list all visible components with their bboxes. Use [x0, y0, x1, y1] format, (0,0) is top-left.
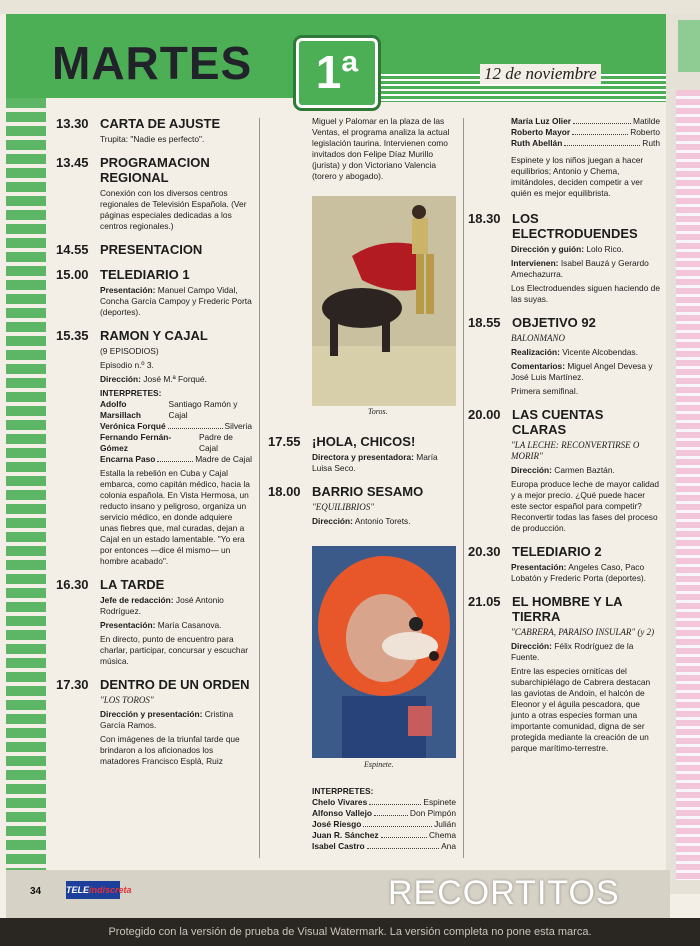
- credit-label: Dirección:: [100, 374, 141, 384]
- credit-names: Cristina García Ramos.: [100, 709, 234, 730]
- logo-tele: TELE: [66, 885, 90, 895]
- program-description: Espinete y los niños juegan a hacer equilibrios; Antonio y Chema, imitándoles, deciden competir a ver quién es mejor equilibrista.: [511, 155, 644, 198]
- program-time: 13.30: [56, 116, 89, 131]
- leader-dots: [381, 830, 427, 838]
- credit-names: María Casanova.: [157, 620, 222, 630]
- program-time: 14.55: [56, 242, 89, 257]
- cast-role: Julián: [434, 819, 456, 829]
- bullfight-photo: [312, 196, 456, 406]
- program-title: ¡HOLA, CHICOS!: [312, 434, 416, 449]
- credit-names: Félix Rodríguez de la Fuente.: [511, 641, 634, 662]
- program-title: LA TARDE: [100, 577, 165, 592]
- program-description: Miguel y Palomar en la plaza de las Ventas, el programa analiza la actual legislación taurina. Intervienen como invitados don Felipe Díaz Murillo (jurista) y don Victoriano Valencia (torero y abogado).: [312, 116, 450, 181]
- program-title: TELEDIARIO 1: [100, 267, 190, 282]
- credit-label: Dirección y guión:: [511, 244, 585, 254]
- cast-role: Padre de Cajal: [198, 432, 233, 453]
- program-cuentas-claras: [468, 407, 660, 534]
- credit-label: Presentación:: [511, 562, 567, 572]
- logo-indiscreta: indiscreta: [89, 885, 132, 895]
- leader-dots: [157, 454, 193, 462]
- credit-names: José Antonio Rodríguez.: [100, 595, 224, 616]
- program-title: CARTA DE AJUSTE: [100, 116, 221, 131]
- cast-role: Matilde: [633, 116, 660, 126]
- program-time: 20.30: [468, 544, 501, 559]
- program-hombre-y-tierra: [468, 594, 660, 754]
- leader-dots: [572, 127, 628, 135]
- cast-actor: José Riesgo: [312, 819, 362, 829]
- program-electroduendes: [468, 211, 660, 305]
- middle-column-programs: [268, 434, 458, 537]
- next-page-green-tab: [678, 20, 700, 72]
- cast-actor: Chelo Vivares: [312, 797, 368, 807]
- program-title: PRESENTACION: [100, 242, 203, 257]
- program-title: LAS CUENTAS CLARAS: [512, 407, 604, 437]
- program-title: EL HOMBRE Y LA TIERRA: [512, 594, 623, 624]
- program-description: Entre las especies ornitícas del subarchipiélago de Cabrera destacan las gaviotas de Andoin, el halcón de Eleonor y el águila pescadora, que junto a otras especies forman una importante comunidad, digna de ser protegida mediante la creación de un parque marítimo-terrestre.: [511, 666, 651, 753]
- program-objetivo-92: [468, 315, 660, 397]
- program-time: 16.30: [56, 577, 89, 592]
- leader-dots: [573, 116, 631, 124]
- cast-row: [312, 797, 456, 808]
- program-description: Primera semifinal.: [511, 386, 579, 396]
- leader-dots: [369, 797, 421, 805]
- credit-label: Presentación:: [100, 285, 156, 295]
- cast-row: [511, 127, 660, 138]
- cast-row: [100, 432, 252, 454]
- program-time: 18.55: [468, 315, 501, 330]
- cast-row: [511, 138, 660, 149]
- program-time: 18.30: [468, 211, 501, 226]
- program-title: RAMON Y CAJAL: [100, 328, 208, 343]
- program-telediario-1: [56, 267, 252, 318]
- program-episodes: (9 EPISODIOS): [100, 346, 159, 356]
- cast-row: [312, 830, 456, 841]
- program-subtitle: "CABRERA, PARAISO INSULAR" (y 2): [511, 627, 655, 637]
- program-credit: [511, 347, 660, 358]
- cast-row: [100, 421, 252, 432]
- credit-names: José M.ª Forqué.: [143, 374, 207, 384]
- date-label: 12 de noviembre: [480, 64, 601, 84]
- program-time: 15.00: [56, 267, 89, 282]
- cast-role: Roberto: [630, 127, 660, 137]
- watermark-brand: RECORTITOS: [388, 874, 620, 912]
- program-subtitle: "LOS TOROS": [100, 695, 154, 705]
- program-title: BARRIO SESAMO: [312, 484, 424, 499]
- cast-actor: Isabel Castro: [312, 841, 365, 851]
- cast-role: Ruth: [642, 138, 660, 148]
- program-description: Con imágenes de la triunfal tarde que brindaron a los aficionados los matadores Francisco Esplá, Ruiz: [100, 734, 240, 766]
- left-column: [56, 116, 252, 777]
- credit-names: Carmen Baztán.: [554, 465, 615, 475]
- program-ramon-y-cajal: [56, 328, 252, 567]
- program-regional: [56, 155, 252, 232]
- credit-names: Vicente Alcobendas.: [562, 347, 638, 357]
- middle-column: [312, 116, 458, 182]
- next-page-pink-stripes: [676, 90, 700, 880]
- credit-label: Dirección:: [312, 516, 353, 526]
- program-description: Europa produce leche de mayor calidad y a mejor precio. ¿Qué puede hacer este sector español para competir? Reconvertir todas las fases del proceso de producción.: [511, 479, 660, 533]
- program-title: OBJETIVO 92: [512, 315, 596, 330]
- credit-label: Dirección:: [511, 641, 552, 651]
- credit-names: Manuel Campo Vidal, Concha García Campoy y Frederic Porta (deportes).: [100, 285, 252, 317]
- program-subtitle: Trupita: "Nadie es perfecto".: [100, 134, 205, 144]
- top-band: [0, 0, 700, 14]
- program-dentro-de-un-orden: [56, 677, 252, 767]
- program-credit: [268, 452, 458, 474]
- program-credit: [511, 244, 660, 255]
- program-time: 17.55: [268, 434, 301, 449]
- credit-names: Lolo Rico.: [586, 244, 624, 254]
- credit-names: Isabel Bauzá y Gerardo Amechazurra.: [511, 258, 649, 279]
- photo-caption: Espinete.: [364, 760, 394, 769]
- program-description: Estalla la rebelión en Cuba y Cajal embarca, como capitán médico, hacia la colonia española. En Vista Hermosa, un reducto insano y peligroso, organiza un servicio médico, en donde adquiere unas fiebres que, mal curadas, dejan a Cajal en un estado lamentable. "Yo era por entonces —dice él mismo— un hombre acabado".: [100, 468, 250, 566]
- espinete-photo: [312, 546, 456, 758]
- program-hola-chicos: [268, 434, 458, 474]
- program-subtitle: "LA LECHE: RECONVERTIRSE O MORIR": [511, 440, 640, 461]
- cast-actor: Fernando Fernán-Gómez: [100, 432, 172, 453]
- column-rule-left: [259, 118, 260, 858]
- cast-row: [312, 819, 456, 830]
- cast-role: Madre de Cajal: [195, 454, 252, 464]
- program-title: DENTRO DE UN ORDEN: [100, 677, 250, 692]
- page-number: 34: [30, 886, 42, 897]
- program-credit: [511, 641, 660, 663]
- cast-heading: INTERPRETES:: [100, 388, 162, 398]
- leader-dots: [374, 808, 408, 816]
- program-time: 18.00: [268, 484, 301, 499]
- cast-role: Silveria: [224, 421, 252, 431]
- program-credit: [100, 374, 252, 385]
- credit-label: Presentación:: [100, 620, 156, 630]
- cast-row: [511, 116, 660, 127]
- credit-label: Dirección y presentación:: [100, 709, 203, 719]
- leader-dots: [367, 841, 439, 849]
- credit-label: Directora y presentadora:: [312, 452, 414, 462]
- program-episode: Episodio n.º 3.: [100, 360, 154, 370]
- program-time: 17.30: [56, 677, 89, 692]
- photo-caption: Toros.: [368, 407, 388, 416]
- cast-role: Espinete: [423, 797, 456, 807]
- leader-dots: [168, 421, 223, 429]
- credit-names: Antonio Torets.: [354, 516, 411, 526]
- program-time: 13.45: [56, 155, 89, 170]
- program-description: En directo, punto de encuentro para charlar, participar, concursar y escuchar música.: [100, 634, 249, 666]
- cast-row: [100, 399, 252, 421]
- cast-actor: Ruth Abellán: [511, 138, 563, 148]
- watermark-notice: Protegido con la versión de prueba de Visual Watermark. La versión completa no pone esta marca.: [0, 918, 700, 946]
- teleindiscreta-logo: [66, 881, 132, 899]
- cast-role: Santiago Ramón y Cajal: [168, 399, 238, 420]
- cast-actor: Encarna Paso: [100, 454, 156, 464]
- cast-row: [312, 841, 456, 852]
- program-title: LOS ELECTRODUENDES: [512, 211, 638, 241]
- program-credit: [511, 258, 660, 280]
- channel-badge: 1ª: [296, 38, 378, 108]
- program-description: Los Electroduendes siguen haciendo de las suyas.: [511, 283, 660, 304]
- credit-label: Realización:: [511, 347, 560, 357]
- leader-dots: [363, 819, 432, 827]
- program-subtitle: "EQUILIBRIOS": [312, 502, 375, 512]
- column-rule-right: [463, 118, 464, 858]
- program-credit: [312, 516, 458, 527]
- program-credit: [100, 620, 252, 631]
- cast-actor: Verónica Forqué: [100, 421, 166, 431]
- credit-label: Jefe de redacción:: [100, 595, 174, 605]
- credit-names: María Luisa Seco.: [312, 452, 438, 473]
- leader-dots: [564, 138, 640, 146]
- program-subtitle: BALONMANO: [511, 333, 565, 343]
- cast-row: [312, 808, 456, 819]
- program-carta-de-ajuste: [56, 116, 252, 145]
- cast-row: [100, 454, 252, 465]
- cast-actor: Juan R. Sánchez: [312, 830, 379, 840]
- cast-role: Don Pimpón: [409, 808, 456, 818]
- middle-cast: [312, 786, 456, 852]
- left-stripe-decoration: [6, 98, 46, 888]
- program-presentacion: [56, 242, 252, 257]
- right-column: [468, 116, 660, 764]
- cast-role: Chema: [429, 830, 456, 840]
- program-telediario-2: [468, 544, 660, 584]
- program-credit: [511, 465, 660, 476]
- credit-names: Angeles Caso, Paco Lobatón y Frederic Porta (deportes).: [511, 562, 646, 583]
- program-description: Conexión con los diversos centros regionales de Televisión Española. (Ver páginas especiales dedicadas a los centros regionales.): [100, 188, 247, 231]
- program-time: 21.05: [468, 594, 501, 609]
- program-credit: [511, 361, 660, 383]
- cast-actor: Alfonso Vallejo: [312, 808, 373, 818]
- program-time: 20.00: [468, 407, 501, 422]
- program-credit: [100, 709, 252, 731]
- program-title: TELEDIARIO 2: [512, 544, 602, 559]
- credit-label: Intervienen:: [511, 258, 559, 268]
- program-title: PROGRAMACION REGIONAL: [100, 155, 210, 185]
- cast-actor: Adolfo Marsillach: [100, 399, 141, 420]
- day-title: MARTES: [52, 37, 253, 89]
- cast-actor: Roberto Mayor: [511, 127, 571, 137]
- cast-heading: INTERPRETES:: [312, 786, 374, 796]
- program-time: 15.35: [56, 328, 89, 343]
- program-barrio-sesamo: [268, 484, 458, 527]
- program-credit: [56, 285, 252, 318]
- credit-names: Miguel Angel Devesa y José Luis Martínez.: [511, 361, 653, 382]
- credit-label: Dirección:: [511, 465, 552, 475]
- program-credit: [468, 562, 660, 584]
- program-credit: [100, 595, 252, 617]
- credit-label: Comentarios:: [511, 361, 565, 371]
- cast-actor: María Luz Olier: [511, 116, 572, 126]
- program-la-tarde: [56, 577, 252, 667]
- cast-role: Ana: [441, 841, 456, 851]
